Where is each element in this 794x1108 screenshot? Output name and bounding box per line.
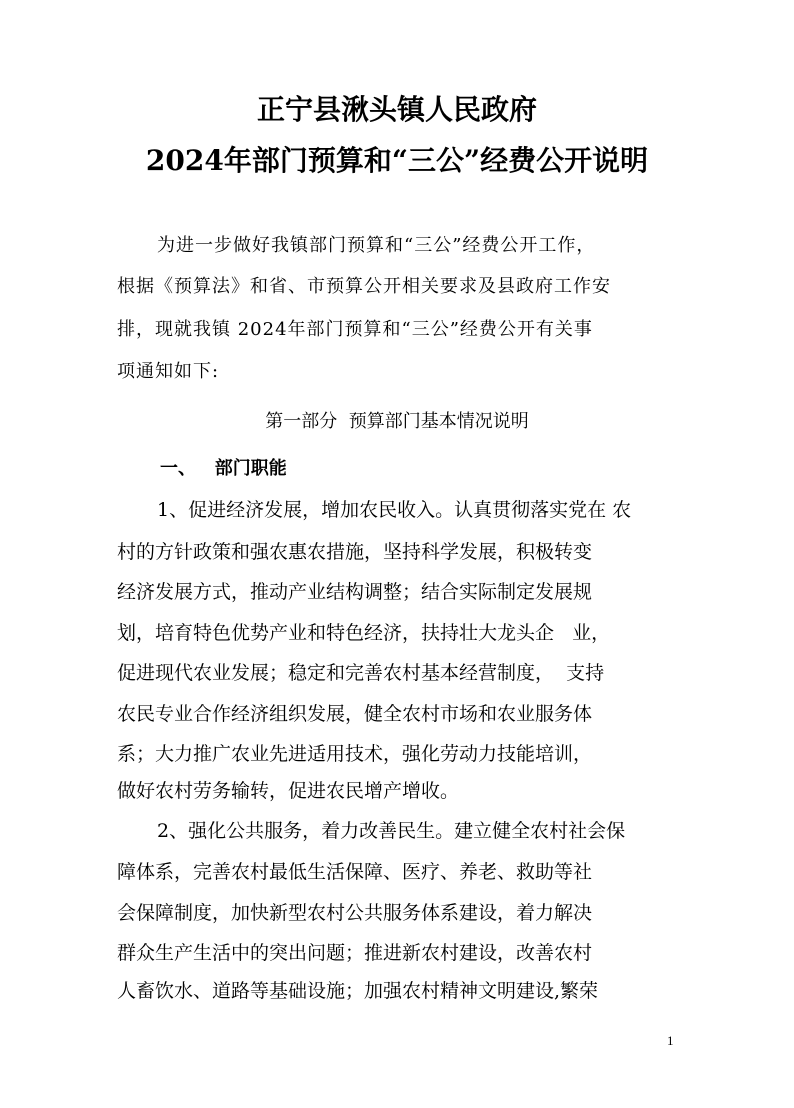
- paragraph-2-line-1: 2、强化公共服务，着力改善民生。建立健全农村社会保: [157, 820, 626, 842]
- intro-line-1: 为进一步做好我镇部门预算和“三公”经费公开工作，: [157, 235, 596, 256]
- paragraph-2-line-2: 障体系，完善农村最低生活保障、医疗、养老、救助等社: [117, 861, 593, 883]
- intro-line-2: 根据《预算法》和省、市预算公开相关要求及县政府工作安: [117, 276, 611, 297]
- intro-line-4: 项通知如下:: [117, 361, 220, 382]
- paragraph-2-line-5: 人畜饮水、道路等基础设施；加强农村精神文明建设,繁荣: [117, 980, 599, 1002]
- paragraph-2-line-3: 会保障制度，加快新型农村公共服务体系建设，着力解决: [117, 902, 593, 924]
- page-number: 1: [667, 1033, 674, 1048]
- subsection-title: 一、 部门职能: [160, 458, 287, 479]
- paragraph-1-line-5: 促进现代农业发展；稳定和完善农村基本经营制度， 支持: [117, 662, 605, 684]
- paragraph-1-line-6: 农民专业合作经济组织发展，健全农村市场和农业服务体: [117, 703, 593, 725]
- paragraph-1-line-3: 经济发展方式，推动产业结构调整；结合实际制定发展规: [117, 581, 593, 603]
- section-title: 第一部分 预算部门基本情况说明: [265, 411, 529, 432]
- intro-line-3: 排，现就我镇 2024年部门预算和“三公”经费公开有关事: [117, 319, 593, 340]
- paragraph-1-line-1: 1、促进经济发展，增加农民收入。认真贯彻落实党在 农: [157, 499, 632, 521]
- paragraph-2-line-4: 群众生产生活中的突出问题；推进新农村建设，改善农村: [117, 942, 593, 964]
- document-title-line-2: 2024年部门预算和“三公”经费公开说明: [145, 144, 649, 177]
- paragraph-1-line-8: 做好农村劳务输转，促进农民增产增收。: [117, 780, 460, 802]
- paragraph-1-line-4: 划，培育特色优势产业和特色经济，扶持壮大龙头企 业，: [117, 622, 611, 644]
- paragraph-1-line-7: 系；大力推广农业先进适用技术，强化劳动力技能培训，: [117, 743, 593, 765]
- paragraph-1-line-2: 村的方针政策和强农惠农措施，坚持科学发展，积极转变: [117, 541, 593, 563]
- document-title-line-1: 正宁县湫头镇人民政府: [256, 93, 537, 126]
